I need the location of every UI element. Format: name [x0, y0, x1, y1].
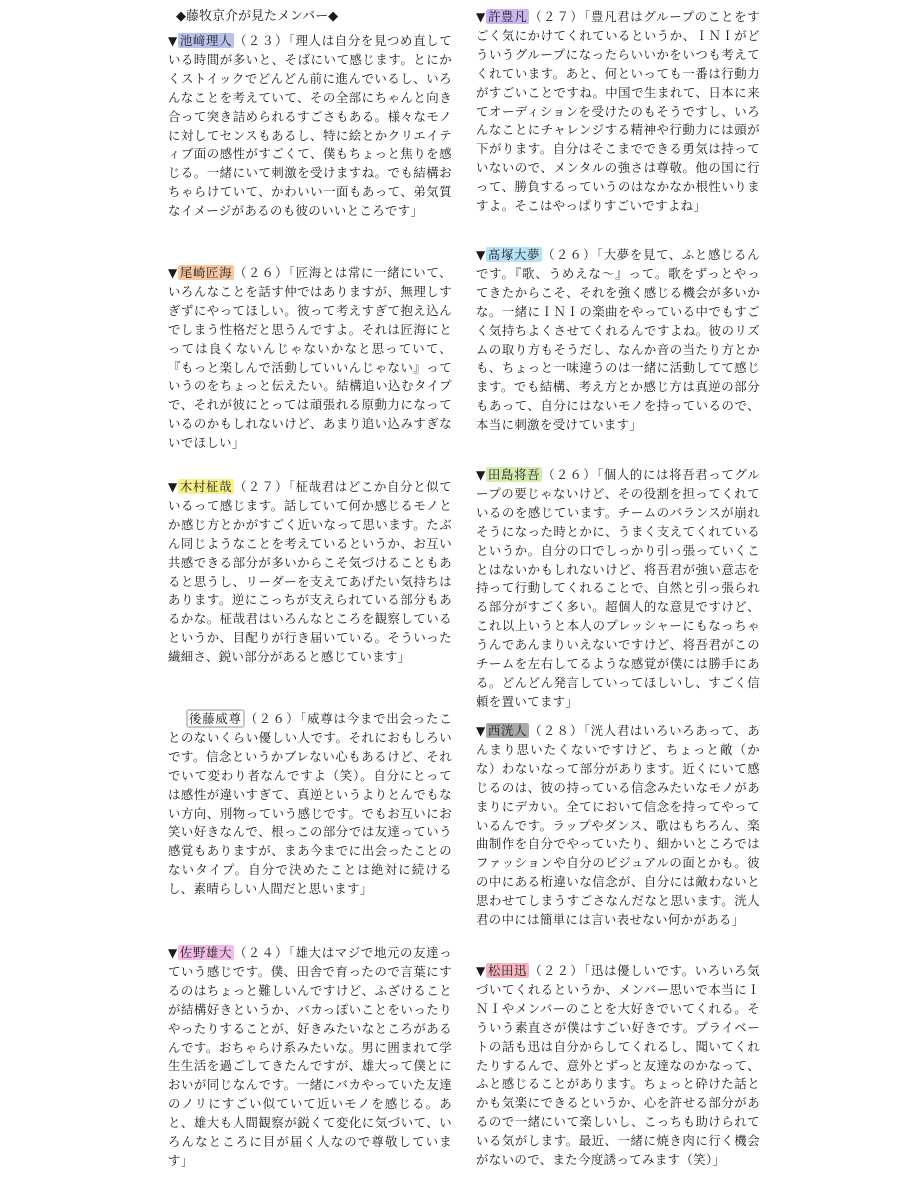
member-entry-kimura — [168, 478, 452, 667]
member-entry-takatsuka — [476, 246, 760, 435]
member-entry-tajima — [476, 466, 760, 712]
member-entry-matsuda — [476, 962, 760, 1170]
member-name: 池﨑理人 — [179, 33, 233, 48]
member-age: （２７） — [529, 9, 585, 24]
member-comment: 「匠海とは常に一緒にいて、いろんなことを話す仲ではありますが、無理しすぎずにやってほしい。彼って考えすぎて抱え込んでしまう性格だと思うんですよ。それは匠海にとっては良くないんじゃないかなと思っていて、『もっと楽しんで活動していいんじゃない』っていうのをちょっと伝えたい。結構追い込むタイプで、それが彼にとっては頑張れる原動力になっているのかもしれないけど、あまり追い込みすぎないでほしい」 — [168, 265, 452, 451]
member-name: 尾崎匠海 — [179, 265, 233, 280]
member-name: 髙塚大夢 — [487, 247, 541, 262]
member-comment: 「豊凡君はグループのことをすごく気にかけてくれているというか、ＩＮＩがどういうグループになったらいいかをいつも考えてくれています。あと、何といっても一番は行動力がすごいことですね。中国で生まれて、日本に来てオーディションを受けたのもそうですし、いろんなことにチャレンジする精神や行動力には頭が下がります。自分はそこまでできる勇気は持っていないので、メンタルの強さは尊敬。他の国に行って、勝負するっていうのはなかなか根性いりますよ。そこはやっぱりすごいですよね」 — [476, 9, 760, 214]
member-name: 後藤威尊 — [186, 709, 245, 728]
member-comment: 「迅は優しいです。いろいろ気づいてくれるというか、メンバー思いで本当にＩＮＩやメンバーのことを大好きでいてくれる。そういう素直さが僕はすごい好きです。プライベートの話も迅は自分からしてくれるし、聞いてくれたりするんで、意外とずっと友達なのかなって、ふと感じることがあります。ちょっと砕けた話とかも気楽にできるというか、心を許せる部分があるので一緒にいて楽しいし、こっちも助けられている気がします。最近、一緒に焼き肉に行く機会がないので、また今度誘ってみます（笑）」 — [476, 963, 760, 1168]
member-comment: 「洸人君はいろいろあって、あんまり思いたくないですけど、ちょっと敵（かな）わないなって部分があります。近くにいて感じるのは、彼の持っている信念みたいなモノがあまりにデカい。全てにおいて信念を持ってやっているんです。ラップやダンス、歌はもちろん、楽曲制作を自分でやっていたり、細かいところではファッションや自分のビジュアルの面とかも。彼の中にある桁違いな信念が、自分には敵わないと思わせてしまうすごさなんだなと思います。洸人君の中には簡単には言い表せない何かがある」 — [476, 723, 761, 928]
member-comment: 「大夢を見て、ふと感じるんです。『歌、うめえな〜』って。歌をずっとやってきたからこそ、それを強く感じる機会が多いかな。一緒にＩＮＩの楽曲をやっている中でもすごく気持ちよくさせてくれるんですよね。彼のリズムの取り方もそうだし、なんか音の当たり方とかも、ちょっと一味違うのは一緒に活動してて感じます。でも結構、考え方とか感じ方は真逆の部分もあって、自分にはないモノを持っているので、本当に刺激を受けています」 — [476, 247, 760, 433]
member-name: 西洸人 — [487, 723, 528, 738]
member-name: 許豊凡 — [487, 9, 528, 24]
entry-marker: ▼ — [476, 964, 486, 978]
entry-marker: ▼ — [168, 266, 178, 280]
member-entry-nishi — [476, 722, 760, 930]
page-title: ◆藤牧京介が見たメンバー◆ — [176, 9, 339, 24]
member-age: （２８） — [529, 723, 584, 738]
member-name: 松田迅 — [487, 963, 528, 978]
entry-marker: ▼ — [476, 10, 486, 24]
entry-marker: ▼ — [168, 34, 178, 48]
entry-marker: ▼ — [168, 946, 178, 960]
member-comment: 「個人的には将吾君ってグループの要じゃないけど、その役割を担ってくれているのを感じています。チームのバランスが崩れそうになった時とかに、うまく支えてくれているというか。自分の口でしっかり引っ張っていくことはないかもしれないけど、将吾君が強い意志を持って行動してくれることで、自然と引っ張られる部分がすごく多い。超個人的な意見ですけど、これ以上いうと本人のプレッシャーにもなっちゃうんであんまりいえないですけど、将吾君がこのチームを左右してるような感覚が僕には勝手にある。どんどん発言していってほしいし、すごく信頼を置いてます」 — [476, 467, 760, 709]
member-age: （２６） — [234, 265, 289, 280]
member-age: （２６） — [542, 467, 597, 482]
member-age: （２２） — [529, 963, 585, 978]
member-age: （２４） — [234, 945, 289, 960]
member-entry-sano — [168, 944, 452, 1171]
member-entry-xu — [476, 8, 760, 216]
member-age: （２６） — [244, 711, 301, 726]
member-entry-ikezaki — [168, 32, 452, 221]
member-age: （２７） — [234, 479, 289, 494]
entry-marker: ▼ — [476, 468, 486, 482]
member-comment: 「理人は自分を見つめ直している時間が多いと、そばにいて感じます。とにかくストイックでどんどん前に進んでいるし、いろんなことを考えていて、その全部にちゃんと向き合って突き詰められるすごさもある。様々なモノに対してセンスもあるし、特に絵とかクリエイティブ面の感性がすごくて、僕もちょっと焦りを感じる。一緒にいて刺激を受けますね。でも結構おちゃらけていて、かわいい一面もあって、弟気質なイメージがあるのも彼のいいところです」 — [168, 33, 453, 219]
member-name: 木村柾哉 — [179, 479, 233, 494]
member-entry-ozaki — [168, 264, 452, 453]
entry-marker: ▼ — [476, 724, 486, 738]
member-entry-goto — [168, 710, 452, 899]
member-comment: 「雄大はマジで地元の友達っていう感じです。僕、田舎で育ったので言葉にするのはちょっと難しいんですけど、ふざけることが結構好きというか、バカっぽいことをいったりやったりすることが、好きみたいなところがあるんです。おちゃらけ系みたいな。男に囲まれて学生生活を過ごしてきたんですが、雄大って僕とにおいが同じなんです。一緒にバカやっていた友達のノリにすごい似ていて近いモノを感じる。あと、雄大も人間観察が鋭くて変化に気づいて、いろんなところに目が届く人なので尊敬しています」 — [168, 945, 453, 1168]
member-comment: 「威尊は今まで出会ったことのないくらい優しい人です。それにおもしろいです。信念というかブレない心もあるけど、それでいて変わり者なんですよ（笑）。自分にとっては感性が違いすぎて、真逆というよりとんでもない方向、別物っていう感じです。でもお互いにお笑い好きなんで、根っこの部分では友達っていう感覚もありますが、まあ今までに出会ったことのないタイプ。自分で決めたことは絶対に続けるし、素晴らしい人間だと思います」 — [168, 711, 452, 897]
member-age: （２６） — [542, 247, 597, 262]
member-comment: 「柾哉君はどこか自分と似ているって感じます。話していて何か感じるモノとか感じ方とかがすごく近いなって思います。たぶん同じようなことを考えているというか、お互い共感できる部分が多いからこそ気づけることもあると思うし、リーダーを支えてあげたい気持ちはあります。逆にこっちが支えられている部分もあるかな。柾哉君はいろんなところを観察しているというか、目配りが行き届いている。そういった繊細さ、鋭い部分があると感じています」 — [168, 479, 453, 665]
entry-marker: ▼ — [476, 248, 486, 262]
member-name: 田島将吾 — [487, 467, 541, 482]
member-age: （２３） — [234, 33, 289, 48]
member-name: 佐野雄大 — [179, 945, 233, 960]
entry-marker: ▼ — [168, 480, 178, 494]
